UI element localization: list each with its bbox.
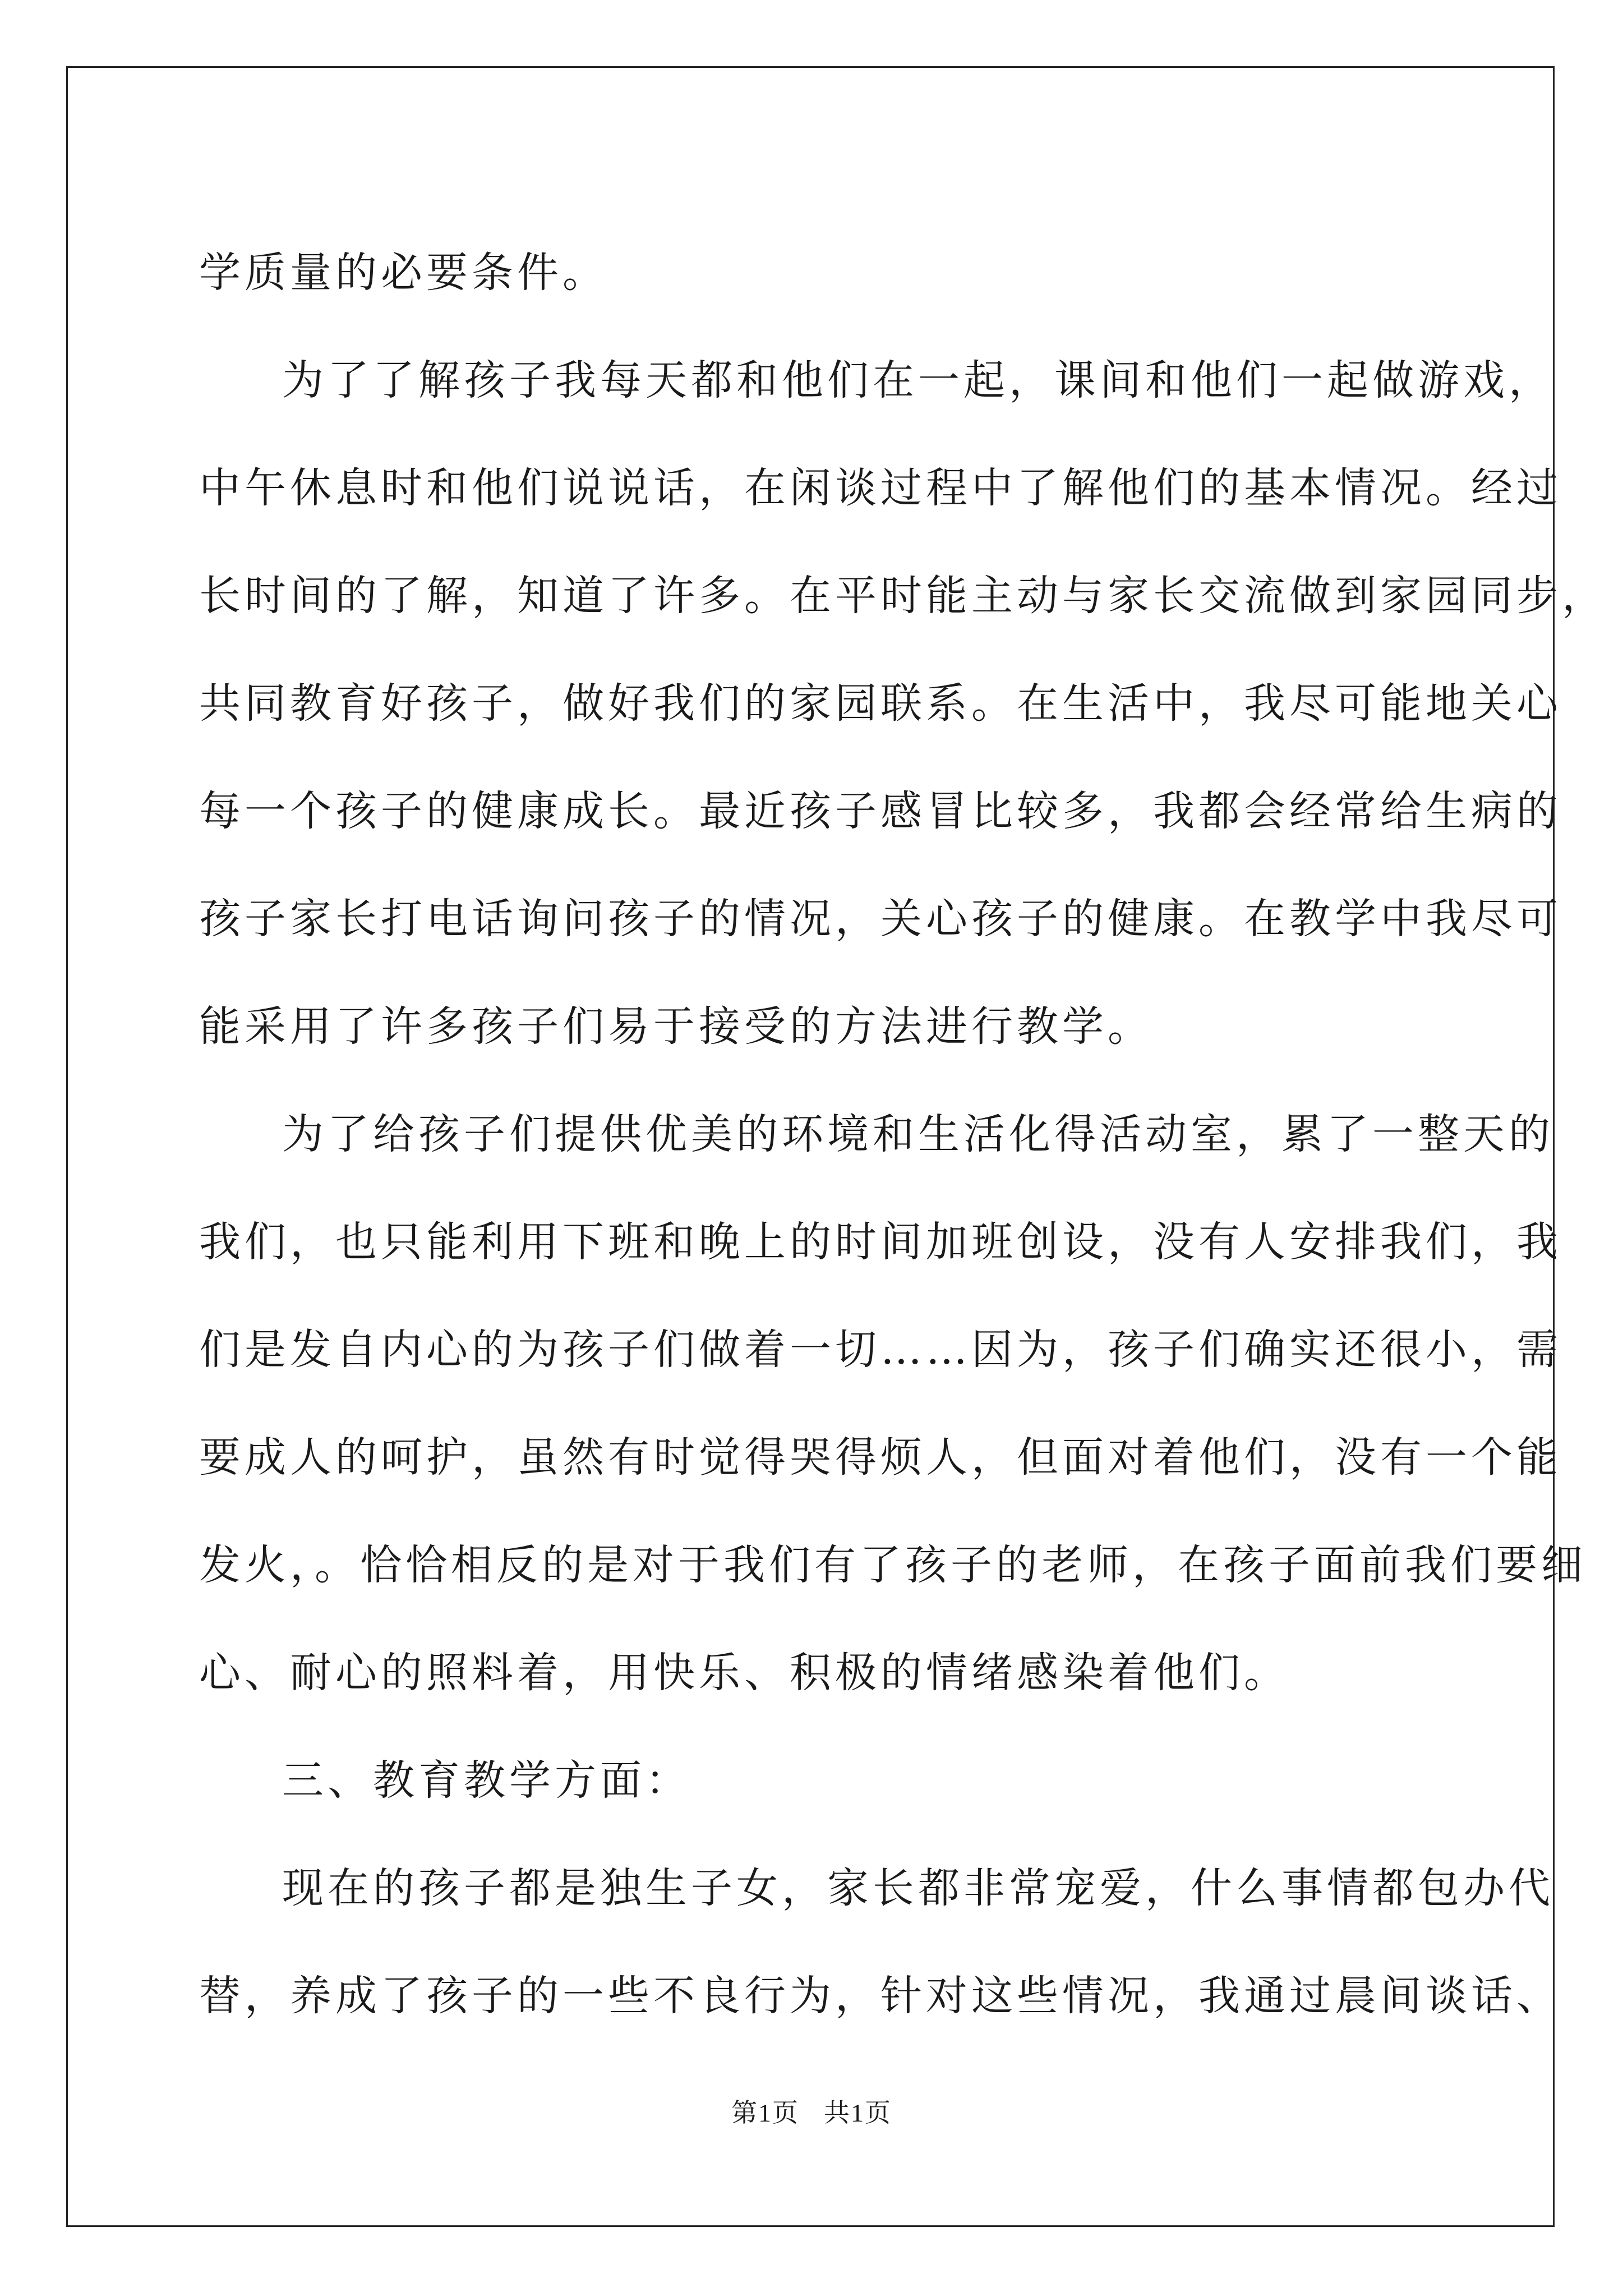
document-body <box>199 219 1607 2050</box>
text-line: 们是发自内心的为孩子们做着一切……因为，孩子们确实还很小，需 <box>199 1326 1562 1374</box>
text-line: 要成人的呵护，虽然有时觉得哭得烦人，但面对着他们，没有一个能 <box>199 1433 1562 1481</box>
text-line: 发火，。恰恰相反的是对于我们有了孩子的老师，在孩子面前我们要细 <box>199 1541 1587 1589</box>
text-line: 每一个孩子的健康成长。最近孩子感冒比较多，我都会经常给生病的 <box>199 787 1562 835</box>
text-line: 为了给孩子们提供优美的环境和生活化得活动室，累了一整天的 <box>282 1110 1554 1158</box>
page-number-current: 第1页 <box>731 2099 799 2127</box>
text-line: 共同教育好孩子，做好我们的家园联系。在生活中，我尽可能地关心 <box>199 679 1562 728</box>
text-line: 现在的孩子都是独生子女，家长都非常宠爱，什么事情都包办代 <box>282 1864 1554 1912</box>
text-line: 长时间的了解，知道了许多。在平时能主动与家长交流做到家园同步， <box>199 572 1607 620</box>
text-line: 心、耐心的照料着，用快乐、积极的情绪感染着他们。 <box>199 1649 1289 1697</box>
text-line: 替，养成了孩子的一些不良行为，针对这些情况，我通过晨间谈话、 <box>199 1972 1562 2020</box>
text-line: 三、教育教学方面： <box>282 1756 691 1805</box>
text-line: 我们，也只能利用下班和晚上的时间加班创设，没有人安排我们，我 <box>199 1218 1562 1266</box>
page-footer <box>0 2092 1623 2129</box>
text-line: 孩子家长打电话询问孩子的情况，关心孩子的健康。在教学中我尽可 <box>199 895 1562 943</box>
text-line: 中午休息时和他们说说话，在闲谈过程中了解他们的基本情况。经过 <box>199 464 1562 512</box>
text-line: 学质量的必要条件。 <box>199 249 608 297</box>
text-line: 能采用了许多孩子们易于接受的方法进行教学。 <box>199 1002 1153 1051</box>
page-number-total: 共1页 <box>824 2099 892 2127</box>
text-line: 为了了解孩子我每天都和他们在一起，课间和他们一起做游戏， <box>282 356 1554 404</box>
